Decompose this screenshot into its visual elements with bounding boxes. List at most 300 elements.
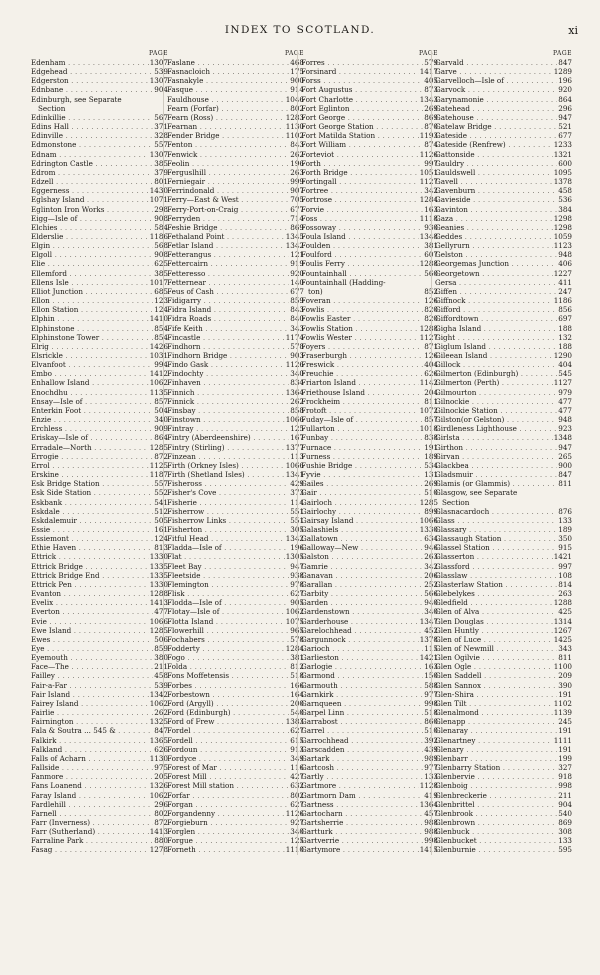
index-entry <box>435 259 572 268</box>
entry-name <box>167 562 304 571</box>
entry-name-text: Forbes <box>167 680 192 690</box>
entry-name <box>301 754 438 763</box>
index-entry <box>435 690 572 699</box>
index-entry <box>167 67 304 76</box>
entry-name-text: Glenartney <box>435 735 476 745</box>
entry-page-number: 1284 <box>285 644 304 653</box>
entry-name <box>301 67 438 76</box>
entry-name-text: Fowlis <box>301 305 325 315</box>
entry-page-number: 677 <box>290 204 304 214</box>
index-entry <box>301 278 438 296</box>
entry-page-number: 504 <box>154 405 168 415</box>
entry-name <box>301 571 438 580</box>
entry-name-text: Fearn (Ross) <box>167 112 214 122</box>
entry-name <box>301 800 438 809</box>
index-entry <box>301 150 438 159</box>
entry-name <box>31 772 168 781</box>
entry-name <box>31 168 168 177</box>
entry-page-number: 802 <box>290 103 304 113</box>
entry-name-text: Fisherie <box>167 497 197 507</box>
index-entry <box>31 131 168 140</box>
index-entry <box>31 598 168 607</box>
index-entry <box>31 250 168 259</box>
index-entry <box>167 662 304 671</box>
entry-name-text: Forss <box>301 76 321 86</box>
index-entry <box>31 662 168 671</box>
entry-page-number: 908 <box>154 250 168 260</box>
index-entry <box>301 681 438 690</box>
entry-name <box>301 223 438 232</box>
index-entry <box>31 259 168 268</box>
entry-name <box>435 85 572 94</box>
index-entry <box>301 333 438 342</box>
entry-name <box>301 726 438 735</box>
index-entry <box>301 562 438 571</box>
index-entry <box>435 223 572 232</box>
index-entry <box>167 388 304 397</box>
entry-name-text: Garnkirk <box>301 689 334 699</box>
entry-page-number: 1127 <box>553 378 572 388</box>
index-entry <box>435 369 572 378</box>
entry-page-number: 900 <box>558 460 572 470</box>
entry-page-number: 1288 <box>419 259 438 269</box>
entry-name-text: Failley <box>31 671 55 681</box>
entry-name <box>31 607 168 616</box>
entry-name <box>301 552 438 561</box>
entry-page-number: 477 <box>154 607 168 617</box>
entry-name <box>167 507 304 516</box>
entry-name <box>31 479 168 488</box>
entry-name <box>435 479 572 488</box>
index-entry <box>167 159 304 168</box>
index-entry <box>301 305 438 314</box>
entry-name <box>167 607 304 616</box>
entry-name <box>301 232 438 241</box>
index-entry <box>301 827 438 836</box>
index-entry <box>167 269 304 278</box>
index-entry <box>167 360 304 369</box>
entry-page-number: 150 <box>424 671 438 681</box>
entry-page-number: 113 <box>290 451 304 461</box>
entry-page-number: 872 <box>154 817 168 827</box>
entry-name <box>435 818 572 827</box>
entry-name-text: Foulis Ferry <box>301 259 345 269</box>
index-entry <box>301 241 438 250</box>
index-entry <box>167 443 304 452</box>
index-entry <box>435 470 572 479</box>
entry-page-number: 1417 <box>419 67 438 77</box>
entry-name-text: Elgin <box>31 241 51 251</box>
index-entry <box>301 58 438 67</box>
entry-name <box>435 241 572 250</box>
entry-name-text: Gardenstown <box>301 607 350 617</box>
index-entry <box>31 488 168 497</box>
entry-name <box>167 488 304 497</box>
entry-page-number: 854 <box>154 332 168 342</box>
entry-name <box>435 470 572 479</box>
entry-name-text: Fisherrow <box>167 506 205 516</box>
entry-page-number: 1017 <box>149 277 168 287</box>
entry-page-number: 1378 <box>419 634 438 644</box>
entry-page-number: 965 <box>290 625 304 635</box>
entry-name <box>31 717 168 726</box>
index-entry <box>167 800 304 809</box>
index-entry <box>435 562 572 571</box>
entry-page-number: 857 <box>424 415 438 425</box>
entry-name-text: Fogo <box>167 653 185 663</box>
entry-page-number: 948 <box>558 250 572 260</box>
entry-page-number: 1066 <box>149 616 168 626</box>
index-entry <box>301 122 438 131</box>
entry-page-number: 349 <box>290 753 304 763</box>
index-entry <box>31 424 168 433</box>
index-entry <box>301 580 438 589</box>
entry-page-number: 298 <box>154 204 168 214</box>
entry-name <box>301 534 438 543</box>
entry-name-text: Garioch <box>301 644 330 653</box>
index-column-3 <box>297 50 438 855</box>
entry-page-number: 997 <box>558 561 572 571</box>
entry-page-number: 126 <box>424 296 438 306</box>
entry-page-number: 263 <box>558 589 572 599</box>
entry-name-text: Gauldry <box>435 158 465 168</box>
entry-name-text: Essie <box>31 524 51 534</box>
index-entry <box>435 534 572 543</box>
entry-name <box>167 314 304 323</box>
entry-name-text: Gartverrie <box>301 836 340 846</box>
entry-page-number: 1139 <box>553 708 572 718</box>
entry-page-number: 1330 <box>149 552 168 562</box>
entry-name-text: Eskdale <box>31 506 60 516</box>
entry-name-continuation: Section <box>38 103 66 113</box>
entry-name <box>167 76 304 85</box>
entry-name-text: Evie <box>31 616 47 626</box>
entry-name <box>167 617 304 626</box>
entry-name-text: Edzell <box>31 177 54 187</box>
index-entry <box>301 177 438 186</box>
index-entry <box>435 278 572 287</box>
entry-name-text: Findhorn <box>167 341 201 351</box>
entry-page-number: 1285 <box>149 442 168 452</box>
index-entry <box>435 507 572 516</box>
entry-name <box>301 598 438 607</box>
entry-name-text: Glenbuck <box>435 827 470 837</box>
entry-page-number: 632 <box>290 781 304 791</box>
entry-page-number: 191 <box>558 744 572 754</box>
entry-name-text: Glen Douglas <box>435 616 484 626</box>
index-entry <box>435 763 572 772</box>
index-entry <box>31 736 168 745</box>
entry-name-continuation: ton) <box>308 286 323 296</box>
index-entry <box>167 571 304 580</box>
entry-name <box>435 159 572 168</box>
entry-name <box>167 690 304 699</box>
entry-page-number: 903 <box>290 351 304 360</box>
entry-name <box>435 488 572 497</box>
entry-page-number: 536 <box>558 195 572 205</box>
entry-name <box>301 818 438 827</box>
index-entry <box>435 388 572 397</box>
entry-name <box>31 827 168 836</box>
entry-name-text: Edgerston <box>31 76 69 86</box>
entry-name <box>167 205 304 214</box>
index-entry <box>31 525 168 534</box>
index-entry <box>435 113 572 122</box>
index-column-4 <box>431 50 572 855</box>
entry-name <box>435 699 572 708</box>
entry-name <box>167 845 304 854</box>
entry-name <box>301 378 438 387</box>
entry-name-text: Forest Mill station <box>167 781 235 791</box>
entry-name <box>31 360 168 369</box>
entry-name-text: Gight <box>435 332 456 342</box>
index-entry <box>167 635 304 644</box>
entry-page-number: 840 <box>290 314 304 324</box>
entry-name <box>167 342 304 351</box>
entry-name <box>435 150 572 159</box>
entry-name <box>31 443 168 452</box>
index-entry <box>31 168 168 177</box>
entry-name-text: Furnace <box>301 442 332 452</box>
entry-name <box>167 525 304 534</box>
entry-page-number: 457 <box>424 808 438 818</box>
index-entry <box>31 552 168 561</box>
entry-name-text: Furness <box>301 451 331 461</box>
entry-page-number: 578 <box>290 634 304 644</box>
entry-name <box>167 516 304 525</box>
entry-name-text: Gilnockie Station <box>435 405 498 415</box>
entry-name <box>301 525 438 534</box>
entry-name <box>301 406 438 415</box>
entry-page-number: 1413 <box>149 598 168 608</box>
entry-name <box>167 113 304 122</box>
entry-page-number: 384 <box>558 204 572 214</box>
index-entry <box>31 809 168 818</box>
index-entry <box>435 726 572 735</box>
entry-page-number: 1288 <box>419 323 438 333</box>
entry-name-text: Finnich <box>167 387 195 397</box>
entry-page-number: 1378 <box>553 177 572 187</box>
entry-name-text: Gilnockie <box>435 396 470 406</box>
entry-name-text: Gilmerton (Perth) <box>435 378 500 388</box>
entry-name <box>435 708 572 717</box>
entry-page-number: 869 <box>558 817 572 827</box>
entry-name-text: Flowerhill <box>167 625 204 635</box>
entry-name-text: Evanton <box>31 589 62 599</box>
entry-name-text: Elsrickle <box>31 351 63 360</box>
entry-name-text: Garrel <box>301 726 325 736</box>
entry-name-text: Ford of Frew <box>167 717 215 727</box>
entry-name-text: Fleetside <box>167 570 201 580</box>
entry-name <box>301 314 438 323</box>
index-entry <box>301 470 438 479</box>
entry-name-text: Funbay <box>301 433 329 443</box>
entry-page-number: 588 <box>424 680 438 690</box>
entry-name-text: Fowlis Easter <box>301 314 351 324</box>
entry-name <box>301 278 438 287</box>
entry-page-number: 188 <box>558 341 572 351</box>
index-entry <box>301 772 438 781</box>
index-entry <box>435 479 572 488</box>
entry-name <box>301 122 438 131</box>
index-entry <box>167 690 304 699</box>
index-entry <box>167 95 304 104</box>
entry-page-number: 1307 <box>149 58 168 67</box>
index-entry <box>31 287 168 296</box>
entry-name <box>301 324 438 333</box>
entry-name-text: Glen Ogle <box>435 662 472 672</box>
entry-name-text: Flisk <box>167 589 185 599</box>
index-entry <box>167 433 304 442</box>
entry-name-text: Galashiels <box>301 524 339 534</box>
entry-name-text: Foyers <box>301 341 326 351</box>
entry-name-text: Fair Island <box>31 689 71 699</box>
entry-name <box>167 232 304 241</box>
index-entry <box>31 177 168 186</box>
index-entry <box>435 745 572 754</box>
index-entry <box>31 754 168 763</box>
index-entry <box>31 223 168 232</box>
index-entry <box>301 461 438 470</box>
index-entry <box>435 699 572 708</box>
entry-name <box>435 644 572 653</box>
entry-name <box>301 342 438 351</box>
entry-page-number: 1018 <box>419 424 438 434</box>
entry-name-text: Elliot Junction <box>31 286 83 296</box>
entry-name <box>435 589 572 598</box>
entry-name-text: Friethouse Island <box>301 387 366 397</box>
index-entry <box>167 836 304 845</box>
entry-name-text: Fenwick <box>167 149 198 159</box>
entry-name <box>301 809 438 818</box>
entry-name-text: Gartturk <box>301 827 333 837</box>
entry-page-number: 900 <box>290 76 304 86</box>
index-entry <box>301 488 438 497</box>
entry-name <box>167 85 304 94</box>
entry-name-text: Gellyrurn <box>435 241 470 251</box>
entry-name <box>435 314 572 323</box>
index-entry <box>435 662 572 671</box>
entry-page-number: 998 <box>424 836 438 846</box>
entry-name <box>435 836 572 845</box>
entry-page-number: 1142 <box>419 378 438 388</box>
entry-name-text: Edrington Castle <box>31 158 93 168</box>
entry-page-number: 327 <box>558 763 572 773</box>
entry-name-text: Forth Bridge <box>301 167 348 177</box>
index-entry <box>31 186 168 195</box>
entry-page-number: 1278 <box>149 845 168 855</box>
page-title: INDEX TO SCOTLAND. <box>224 24 376 36</box>
entry-name <box>301 635 438 644</box>
index-entry <box>301 360 438 369</box>
entry-name-text: Fochabers <box>167 634 205 644</box>
entry-name-text: Glen Saddell <box>435 671 482 681</box>
index-entry <box>31 269 168 278</box>
entry-name <box>167 95 304 104</box>
entry-name <box>167 662 304 671</box>
entry-page-number: 189 <box>424 451 438 461</box>
entry-name-text: Embo <box>31 369 52 379</box>
entry-page-number: 801 <box>154 177 168 187</box>
entry-name <box>31 287 168 296</box>
entry-page-number: 252 <box>424 579 438 589</box>
entry-name <box>167 351 304 360</box>
index-entry <box>167 296 304 305</box>
index-entry <box>435 736 572 745</box>
index-entry <box>167 333 304 342</box>
index-entry <box>301 708 438 717</box>
entry-name-text: Garderhouse <box>301 616 349 626</box>
entry-name-text: Frockheim <box>301 396 341 406</box>
entry-name-text: Glenbrittel <box>435 799 475 809</box>
index-entry <box>435 580 572 589</box>
entry-page-number: 328 <box>154 131 168 141</box>
entry-name <box>435 351 572 360</box>
index-entry <box>435 827 572 836</box>
entry-page-number: 947 <box>558 112 572 122</box>
index-entry <box>435 617 572 626</box>
entry-page-number: 200 <box>290 698 304 708</box>
entry-name-text: Gattonside <box>435 149 475 159</box>
entry-page-number: 988 <box>424 827 438 837</box>
entry-name <box>435 736 572 745</box>
entry-page-number: 381 <box>424 241 438 251</box>
entry-name-text: Forest of Mar <box>167 763 217 773</box>
entry-page-number: 1342 <box>285 534 304 544</box>
entry-name <box>31 671 168 680</box>
entry-name-text: Gair <box>301 488 317 498</box>
entry-page-number: 121 <box>290 250 304 260</box>
entry-name <box>167 763 304 772</box>
entry-page-number: 191 <box>424 442 438 452</box>
entry-page-number: 1348 <box>419 231 438 241</box>
index-entry <box>31 626 168 635</box>
entry-name-text: Garynamonie <box>435 94 484 104</box>
entry-name-text: Farr (Sutherland) <box>31 827 96 837</box>
entry-name-text: Fearnan <box>167 122 198 132</box>
entry-name <box>31 369 168 378</box>
entry-name-text: Georgetown <box>435 268 480 278</box>
entry-name-text: Glenbreckerie <box>435 790 487 800</box>
entry-name <box>435 58 572 67</box>
entry-name <box>301 827 438 836</box>
entry-name <box>31 726 168 735</box>
entry-name-text: Garbity <box>301 589 329 599</box>
entry-name <box>31 223 168 232</box>
entry-name-text: Gavenburn <box>435 186 476 196</box>
index-entry <box>167 644 304 653</box>
index-entry <box>301 543 438 552</box>
entry-name-text: Gailes <box>301 479 324 489</box>
entry-name <box>435 791 572 800</box>
entry-page-number: 1335 <box>149 570 168 580</box>
index-entry <box>31 406 168 415</box>
entry-name-text: Glassel Station <box>435 543 490 553</box>
column-page-heading <box>435 50 572 58</box>
index-entry <box>435 314 572 323</box>
index-entry <box>167 406 304 415</box>
entry-name-text: Enzie <box>31 415 52 425</box>
entry-name <box>301 836 438 845</box>
index-entry <box>31 818 168 827</box>
entry-name <box>31 150 168 159</box>
index-entry <box>301 67 438 76</box>
entry-page-number: 477 <box>558 405 572 415</box>
index-entry <box>167 809 304 818</box>
entry-page-number: 615 <box>290 735 304 745</box>
entry-name-text: Girvan <box>435 451 460 461</box>
entry-name-text: Fyvie <box>301 470 321 480</box>
